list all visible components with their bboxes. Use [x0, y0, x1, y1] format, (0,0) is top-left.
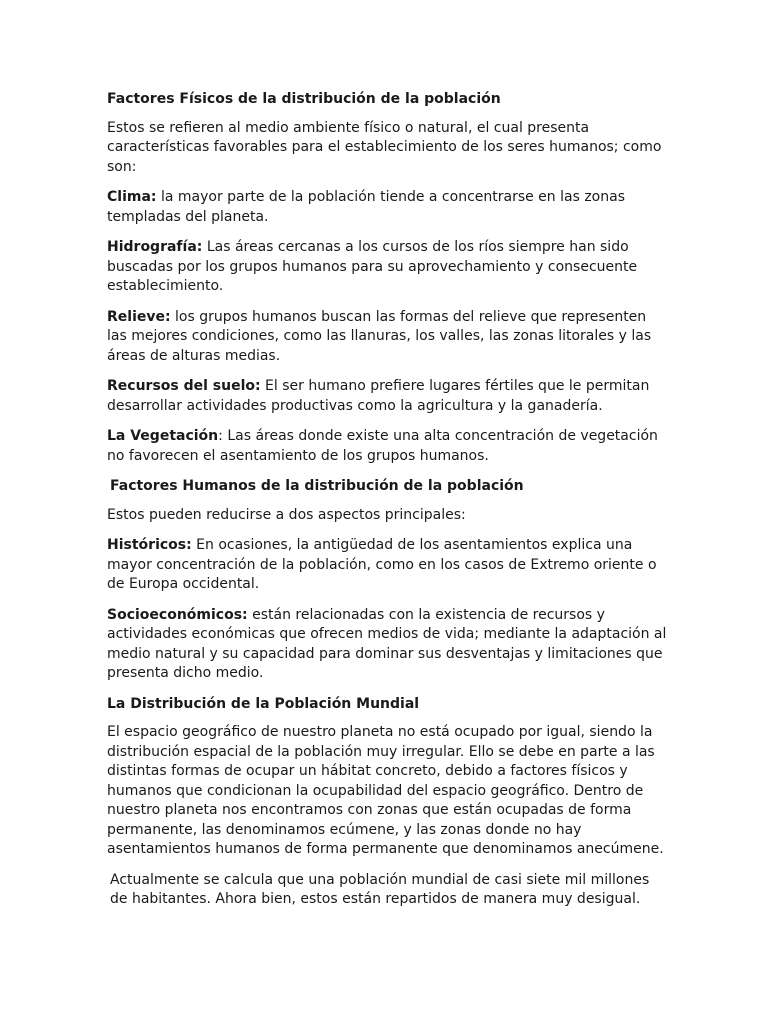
- factor-item-vegetation: [107, 427, 667, 466]
- factor-term: Socioeconómicos:: [107, 606, 248, 623]
- factor-text: : Las áreas donde existe una alta concentración de vegetación no favorecen el asentamiento de los grupos humanos.: [107, 428, 658, 464]
- document-page: [107, 90, 667, 921]
- factor-term: La Vegetación: [107, 428, 219, 444]
- factor-item-climate: [107, 188, 667, 227]
- factor-text: los grupos humanos buscan las formas del relieve que representen las mejores condiciones, como las llanuras, los valles, las zonas litorales y las áreas de alturas medias.: [107, 308, 652, 364]
- factor-text: Las áreas cercanas a los cursos de los ríos siempre han sido buscadas por los grupos humanos para su aprovechamiento y consecuente establecimiento.: [107, 239, 638, 294]
- factor-term: Relieve:: [107, 308, 171, 325]
- factor-term: Hidrografía:: [107, 239, 203, 255]
- body-paragraph: Actualmente se calcula que una población mundial de casi siete mil millones de habitantes. Ahora bien, estos están repartidos de manera muy desigual.: [110, 871, 650, 907]
- factor-text: En ocasiones, la antigüedad de los asentamientos explica una mayor concentración de la población, como en los casos de Extremo oriente o de Europa occidental.: [107, 537, 657, 592]
- section-heading-world-distribution: La Distribución de la Población Mundial: [107, 695, 420, 712]
- body-paragraph: El espacio geográfico de nuestro planeta no está ocupado por igual, siendo la distribución espacial de la población muy irregular. Ello se debe en parte a las distintas formas de ocupar un hábitat concreto, debido a factores físicos y humanos que condicionan la ocupabilidad del espacio geográfico. Dentro de nuestro planeta nos encontramos con zonas que están ocupadas de forma permanente, las denominamos ecúmene, y las zonas donde no hay asentamientos humanos de forma permanente que denominamos anecúmene.: [107, 724, 664, 857]
- factor-item-historical: [107, 536, 667, 595]
- factor-term: Históricos:: [107, 537, 192, 553]
- factor-item-soil-resources: [107, 377, 667, 416]
- factor-item-relief: [107, 308, 667, 367]
- factor-item-socioeconomic: [107, 606, 667, 684]
- factor-text: están relacionadas con la existencia de recursos y actividades económicas que ofrecen medios de vida; mediante la adaptación al medio natural y su capacidad para dominar sus desventajas y limitaciones que presenta dicho medio.: [107, 606, 667, 681]
- section-heading-human-factors: Factores Humanos de la distribución de la población: [110, 478, 524, 494]
- factor-text: El ser humano prefiere lugares fértiles que le permitan desarrollar actividades productivas como la agricultura y la ganadería.: [107, 378, 650, 414]
- factor-term: Clima:: [107, 189, 157, 205]
- factor-text: la mayor parte de la población tiende a concentrarse en las zonas templadas del planeta.: [107, 189, 625, 225]
- factor-item-hydrography: [107, 238, 667, 297]
- section-heading-physical-factors: Factores Físicos de la distribución de la población: [107, 91, 501, 107]
- factor-term: Recursos del suelo:: [107, 378, 261, 394]
- section-intro: Estos pueden reducirse a dos aspectos principales:: [107, 506, 466, 523]
- section-intro: Estos se refieren al medio ambiente físico o natural, el cual presenta características favorables para el establecimiento de los seres humanos; como son:: [107, 119, 662, 175]
